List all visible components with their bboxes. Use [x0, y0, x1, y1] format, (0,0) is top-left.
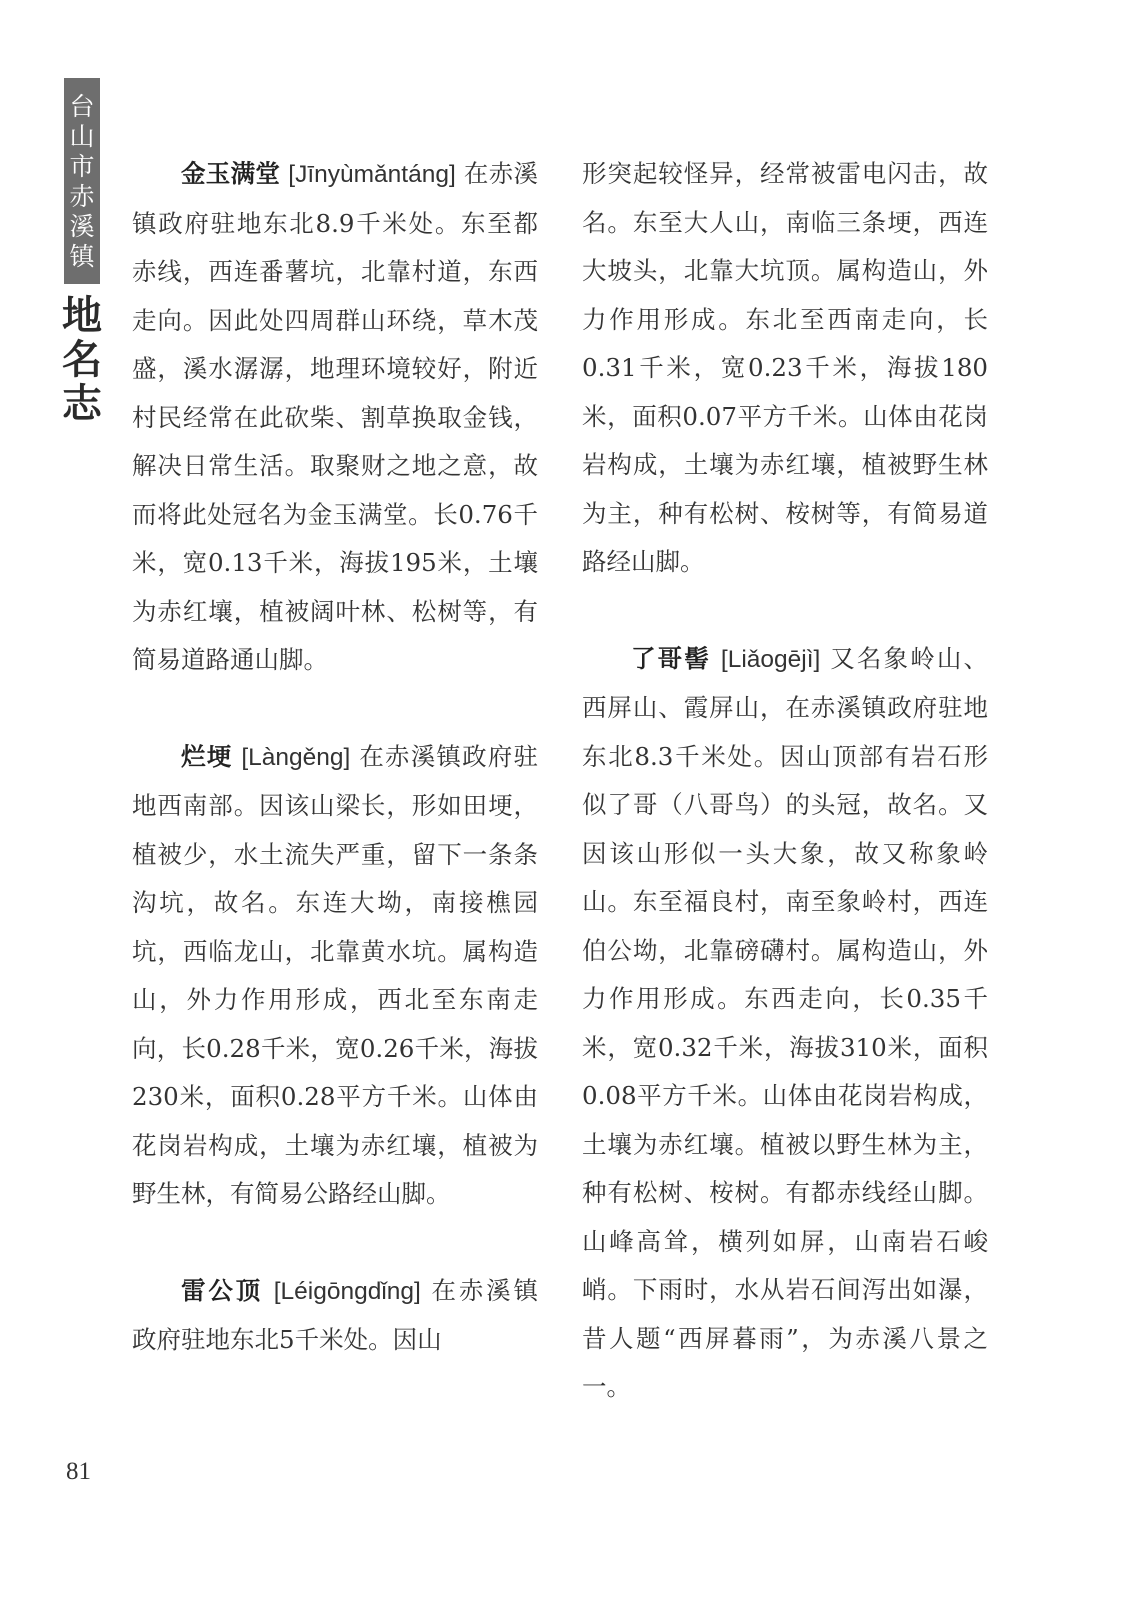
series-band — [64, 78, 100, 284]
series-char: 台 — [69, 92, 95, 121]
entry-leigongding — [132, 1267, 538, 1365]
entry-pinyin: [Léigōngdǐng] — [273, 1277, 421, 1305]
series-char: 赤 — [69, 182, 95, 211]
series-char: 山 — [69, 122, 95, 151]
title-char: 地 — [62, 293, 102, 339]
entry-name: 了哥髻 — [631, 643, 711, 673]
left-column — [132, 150, 538, 1365]
series-char: 市 — [69, 152, 95, 181]
title-char: 志 — [62, 381, 102, 427]
entry-pinyin: [Jīnyùmǎntáng] — [288, 161, 456, 188]
entry-name: 金玉满堂 — [181, 159, 281, 188]
entry-langeng — [132, 733, 538, 1219]
entry-text: 又名象岭山、西屏山、霞屏山，在赤溪镇政府驻地东北8.3千米处。因山顶部有岩石形似了哥（八哥鸟）的头冠，故名。又因该山形似一头大象，故又称象岭山。东至福良村，南至象岭村，西连伯公坳，北靠磅礴村。属构造山，外力作用形成。东西走向，长0.35千米，宽0.32千米，海拔310米，面积0.08平方千米。山体由花岗岩构成，土壤为赤红壤。植被以野生林为主，种有松树、桉树。有都赤线经山脚。山峰高耸，横列如屏，山南岩石峻峭。下雨时，水从岩石间泻出如瀑，昔人题“西屏暮雨”，为赤溪八景之一。 — [582, 643, 988, 1401]
entry-text: 在赤溪镇政府驻地西南部。因该山梁长，形如田埂，植被少，水土流失严重，留下一条条沟坑，故名。东连大坳，南接樵园坑，西临龙山，北靠黄水坑。属构造山，外力作用形成，西北至东南走向，长0.28千米，宽0.26千米，海拔230米，面积0.28平方千米。山体由花岗岩构成，土壤为赤红壤，植被为野生林，有简易公路经山脚。 — [132, 741, 539, 1208]
title-char: 名 — [62, 337, 102, 383]
book-title — [60, 294, 104, 426]
entry-leigongding-continued — [582, 150, 988, 587]
entry-text: 形突起较怪异，经常被雷电闪击，故名。东至大人山，南临三条埂，西连大坡头，北靠大坑顶。属构造山，外力作用形成。东北至西南走向，长0.31千米，宽0.23千米，海拔180米，面积0.07平方千米。山体由花岗岩构成，土壤为赤红壤，植被野生林为主，种有松树、桉树等，有简易道路经山脚。 — [582, 159, 988, 576]
entry-pinyin: [Liǎogējì] — [720, 645, 821, 673]
entry-name: 烂埂 — [181, 741, 233, 771]
entry-text: 在赤溪镇政府驻地东北8.9千米处。东至都赤线，西连番薯坑，北靠村道，东西走向。因此处四周群山环绕，草木茂盛，溪水潺潺，地理环境较好，附近村民经常在此砍柴、割草换取金钱，解决日常生活。取聚财之地之意，故而将此处冠名为金玉满堂。长0.76千米，宽0.13千米，海拔195米，土壤为赤红壤，植被阔叶林、松树等，有简易道路通山脚。 — [132, 159, 538, 674]
series-char: 镇 — [69, 242, 95, 271]
entry-jinyumantang — [132, 150, 538, 685]
entry-liaogeji — [582, 635, 988, 1412]
page-number: 81 — [66, 1458, 91, 1485]
right-column — [582, 150, 988, 1412]
series-char: 溪 — [69, 212, 95, 241]
entry-name: 雷公顶 — [181, 1275, 264, 1305]
entry-pinyin: [Làngěng] — [241, 743, 351, 771]
entry-text: 在赤溪镇政府驻地东北5千米处。因山 — [132, 1275, 539, 1354]
